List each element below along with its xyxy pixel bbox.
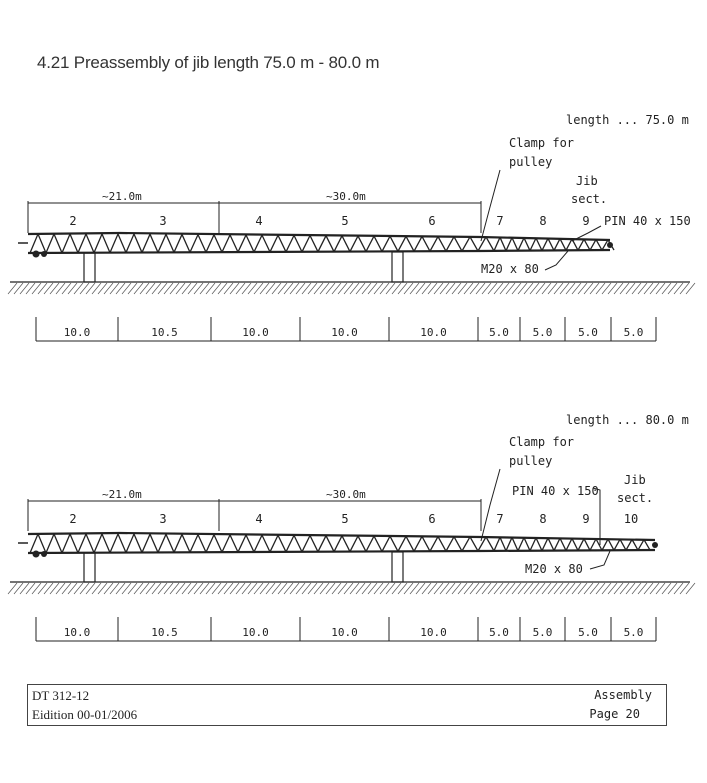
jib-label-line1: Jib [624, 473, 646, 487]
lattice-diagonal [350, 236, 358, 252]
dimension-value: 5.0 [532, 326, 553, 339]
lattice-diagonal [366, 536, 374, 551]
lattice-diagonal [38, 534, 46, 553]
clamp-leader-line [481, 170, 500, 241]
dimension-value: 10.5 [151, 326, 178, 339]
clamp-label-line1: Clamp for [509, 435, 575, 449]
dimension-value: 5.0 [532, 626, 553, 639]
section-number: 2 [69, 512, 77, 526]
dimension-value: 10.0 [242, 626, 269, 639]
lattice-diagonal [542, 538, 548, 551]
lattice-diagonal [38, 234, 46, 253]
lattice-diagonal [438, 237, 446, 252]
support-block-2 [392, 552, 403, 582]
lattice-diagonal [382, 536, 390, 551]
lattice-diagonal [620, 539, 626, 550]
lattice-diagonal [554, 239, 560, 251]
jib-bottom-chord [28, 550, 655, 553]
lattice-diagonal [486, 537, 494, 551]
support-block-2 [392, 252, 403, 282]
section-number: 7 [496, 214, 504, 228]
lattice-diagonal [596, 240, 602, 251]
lattice-diagonal [536, 238, 542, 250]
lattice-diagonal [134, 234, 142, 253]
lattice-diagonal [584, 539, 590, 551]
lattice-diagonal [62, 534, 70, 553]
lattice-diagonal [190, 235, 198, 253]
lattice-diagonal [578, 239, 584, 250]
lattice-diagonal [302, 236, 310, 252]
lattice-diagonal [398, 536, 406, 551]
lattice-diagonal [578, 539, 584, 551]
lattice-diagonal [126, 234, 134, 253]
lattice-diagonal [294, 235, 302, 251]
lattice-diagonal [512, 537, 518, 550]
dimension-value: 10.0 [63, 326, 91, 339]
lattice-diagonal [602, 539, 608, 550]
lattice-diagonal [150, 534, 158, 552]
bolt-label: M20 x 80 [481, 262, 539, 276]
lattice-diagonal [422, 536, 430, 551]
dimension-value: 5.0 [623, 626, 644, 639]
dimension-value: 10.0 [242, 326, 269, 339]
dimension-value: 5.0 [578, 626, 598, 639]
lattice-diagonal [374, 236, 382, 251]
lattice-diagonal [238, 535, 246, 552]
lattice-diagonal [270, 235, 278, 252]
lattice-diagonal [358, 236, 366, 252]
lattice-diagonal [438, 537, 446, 552]
lattice-diagonal [286, 235, 294, 251]
lattice-diagonal [302, 536, 310, 552]
lattice-diagonal [608, 539, 614, 550]
page-title: 4.21 Preassembly of jib length 75.0 m - 80.0 m [37, 53, 380, 72]
dimension-labels [64, 326, 644, 339]
lattice-diagonal [638, 540, 644, 550]
lattice-diagonal [548, 538, 554, 551]
lattice-diagonal [278, 535, 286, 552]
section-numbers [69, 512, 638, 526]
lattice-diagonal [406, 236, 414, 251]
jib-diagram-80m [0, 405, 707, 655]
section-number: 8 [539, 214, 547, 228]
lattice-diagonal [278, 235, 286, 252]
foot-pin-icon [41, 251, 47, 257]
lattice-diagonal [102, 534, 110, 553]
lattice-diagonal [644, 540, 650, 550]
section-number: 6 [428, 214, 436, 228]
lattice-diagonal [206, 235, 214, 252]
pin-label: PIN 40 x 150 [512, 484, 599, 498]
lattice-diagonal [198, 535, 206, 553]
lattice-diagonal [166, 234, 174, 252]
lattice-diagonal [286, 535, 294, 551]
jib-label-line2: sect. [617, 491, 654, 505]
lattice-diagonal [294, 535, 302, 551]
lattice-diagonal [246, 235, 254, 252]
lattice-diagonal [470, 537, 478, 551]
dimension-value: 5.0 [489, 626, 509, 639]
lattice-diagonal [470, 237, 478, 251]
lattice-diagonal [566, 239, 572, 250]
lattice-diagonal [78, 534, 86, 553]
lattice-diagonal [530, 238, 536, 250]
section-number: 3 [159, 214, 167, 228]
lattice-diagonal [366, 236, 374, 251]
bolt-label: M20 x 80 [525, 562, 583, 576]
footer-box [27, 684, 667, 726]
lattice-diagonal [560, 538, 566, 550]
lattice-diagonal [326, 536, 334, 552]
lattice-diagonal [54, 234, 62, 253]
lattice-diagonal [310, 236, 318, 252]
length-label: length ... 75.0 m [566, 113, 689, 127]
ground-hatching [8, 283, 695, 294]
lattice-diagonal [94, 234, 102, 253]
bolt-leader-line [545, 251, 568, 270]
section-number: 3 [159, 512, 167, 526]
lattice-diagonal [158, 534, 166, 552]
lattice-diagonal [326, 236, 334, 252]
document-number: DT 312-12 [32, 688, 90, 703]
lattice-diagonal [486, 237, 494, 251]
clamp-leader-line [481, 469, 500, 541]
ground-hatching [8, 583, 695, 594]
lattice-diagonal [494, 537, 500, 551]
lattice-diagonal [454, 537, 462, 551]
head-pulley-icon [652, 542, 658, 548]
lattice-diagonal [422, 236, 430, 251]
lattice-diagonal [198, 235, 206, 253]
lattice-diagonal [584, 239, 590, 250]
lattice-diagonal [174, 534, 182, 552]
section-number: 8 [539, 512, 547, 526]
lattice-diagonal [446, 537, 454, 551]
section-number: 9 [582, 512, 590, 526]
span-label-2: ~30.0m [326, 488, 366, 501]
span-label-1: ~21.0m [102, 488, 142, 501]
lattice-diagonal [430, 237, 438, 252]
lattice-diagonal [102, 234, 110, 253]
lattice-diagonal [142, 534, 150, 552]
lattice-diagonal [350, 536, 358, 552]
lattice-diagonal [46, 534, 54, 553]
lattice-diagonal [536, 538, 542, 551]
lattice-diagonal [110, 534, 118, 553]
support-block-1 [84, 253, 95, 282]
span-label-1: ~21.0m [102, 190, 142, 203]
lattice-diagonal [230, 235, 238, 252]
dimension-labels [64, 626, 644, 639]
section-number: 6 [428, 512, 436, 526]
lattice-diagonal [566, 538, 572, 550]
section-number: 9 [582, 214, 590, 228]
lattice-diagonal [182, 234, 190, 252]
dimension-value: 10.0 [420, 626, 447, 639]
lattice-diagonal [342, 536, 350, 552]
lattice-diagonal [560, 239, 566, 251]
lattice-diagonal [518, 238, 524, 251]
clamp-label-line2: pulley [509, 454, 553, 468]
lattice-diagonal [214, 235, 222, 252]
lattice-diagonal [524, 538, 530, 551]
section-number: 10 [623, 512, 639, 526]
pin-label: PIN 40 x 150 [604, 214, 691, 228]
lattice-diagonal [406, 536, 414, 551]
lattice-diagonal [614, 539, 620, 550]
lattice-diagonal [478, 537, 486, 551]
lattice-diagonal [174, 234, 182, 252]
lattice-diagonal [358, 536, 366, 552]
section-name: Assembly [594, 688, 652, 702]
support-block-1 [84, 553, 95, 582]
lattice-diagonal [246, 535, 254, 552]
lattice-diagonal [430, 537, 438, 552]
lattice-diagonal [190, 535, 198, 553]
lattice-diagonal [446, 237, 454, 251]
section-number: 5 [341, 512, 349, 526]
lattice-diagonal [632, 540, 638, 551]
edition: Eidition 00-01/2006 [32, 707, 138, 722]
lattice-diagonal [78, 234, 86, 253]
lattice-diagonal [30, 534, 38, 553]
lattice-diagonal [230, 535, 238, 552]
lattice-diagonal [86, 234, 94, 253]
section-number: 7 [496, 512, 504, 526]
length-label: length ... 80.0 m [566, 413, 689, 427]
dimension-value: 10.0 [331, 626, 358, 639]
jib-diagram-75m [0, 105, 707, 355]
lattice-diagonal [62, 234, 70, 253]
lattice-diagonal [530, 538, 536, 551]
section-number: 5 [341, 214, 349, 228]
dimension-value: 5.0 [489, 326, 509, 339]
lattice-diagonal [222, 235, 230, 252]
lattice-diagonal [414, 536, 422, 551]
lattice-diagonal [262, 535, 270, 552]
jib-label-line2: sect. [571, 192, 608, 206]
lattice-diagonal [134, 534, 142, 553]
clamp-label-line2: pulley [509, 155, 553, 169]
lattice-diagonal [506, 238, 512, 251]
lattice-diagonal [524, 238, 530, 251]
lattice-diagonal [374, 536, 382, 551]
lattice-diagonal [222, 535, 230, 552]
lattice-diagonal [86, 534, 94, 553]
lattice-diagonal [254, 535, 262, 552]
lattice-diagonal [596, 539, 602, 550]
lattice-diagonal [70, 234, 78, 253]
lattice-diagonal [548, 238, 554, 250]
dimension-value: 10.5 [151, 626, 178, 639]
lattice-diagonal [158, 234, 166, 252]
lattice-diagonal [518, 538, 524, 551]
dimension-value: 5.0 [578, 326, 598, 339]
lattice-diagonal [54, 534, 62, 553]
lattice-diagonal [318, 536, 326, 552]
foot-pin-icon [33, 251, 40, 258]
lattice-diagonal [462, 537, 470, 551]
lattice-diagonal [30, 234, 38, 253]
head-pulley-icon [607, 242, 613, 248]
lattice-diagonal [494, 237, 500, 251]
lattice-diagonal [506, 537, 512, 550]
lattice-diagonal [70, 534, 78, 553]
lattice-diagonal [238, 235, 246, 252]
lattice-diagonal [512, 238, 518, 251]
lattice-diagonal [390, 536, 398, 551]
lattice-diagonal [118, 534, 126, 553]
lattice-diagonal [572, 538, 578, 550]
lattice-diagonal [462, 237, 470, 251]
lattice-diagonal [206, 535, 214, 552]
lattice-diagonal [254, 235, 262, 252]
span-label-2: ~30.0m [326, 190, 366, 203]
lattice-diagonal [110, 234, 118, 253]
lattice-diagonal [342, 236, 350, 252]
page-number: Page 20 [589, 707, 640, 721]
lattice-diagonal [142, 234, 150, 252]
foot-pin-icon [41, 551, 47, 557]
lattice-diagonal [500, 537, 506, 551]
lattice-diagonal [166, 534, 174, 552]
dimension-value: 10.0 [331, 326, 358, 339]
lattice-diagonal [94, 534, 102, 553]
lattice-diagonal [126, 534, 134, 553]
section-number: 4 [255, 214, 263, 228]
lattice-diagonal [150, 234, 158, 252]
clamp-label-line1: Clamp for [509, 136, 575, 150]
lattice-diagonal [626, 540, 632, 551]
section-numbers [69, 214, 589, 228]
lattice-diagonal [390, 236, 398, 251]
lattice-diagonal [310, 536, 318, 552]
lattice-diagonal [118, 234, 126, 253]
lattice-diagonal [398, 236, 406, 251]
lattice-diagonal [454, 237, 462, 251]
lattice-diagonal [214, 535, 222, 552]
lattice-diagonal [334, 236, 342, 252]
dimension-value: 10.0 [63, 626, 91, 639]
lattice-diagonal [590, 539, 596, 550]
lattice-diagonal [270, 535, 278, 552]
lattice-diagonal [334, 536, 342, 552]
lattice-diagonal [46, 234, 54, 253]
section-number: 4 [255, 512, 263, 526]
lattice-diagonal [318, 236, 326, 252]
dimension-value: 5.0 [623, 326, 644, 339]
lattice-diagonal [414, 236, 422, 251]
foot-pin-icon [33, 551, 40, 558]
lattice-diagonal [590, 240, 596, 251]
jib-label-line1: Jib [576, 174, 598, 188]
lattice-diagonal [262, 235, 270, 252]
lattice-diagonal [382, 236, 390, 251]
bolt-leader-line [590, 551, 610, 569]
lattice-diagonal [542, 238, 548, 250]
dimension-value: 10.0 [420, 326, 447, 339]
lattice-diagonal [500, 237, 506, 251]
lattice-diagonal [554, 538, 560, 550]
lattice-diagonal [182, 534, 190, 552]
section-number: 2 [69, 214, 77, 228]
